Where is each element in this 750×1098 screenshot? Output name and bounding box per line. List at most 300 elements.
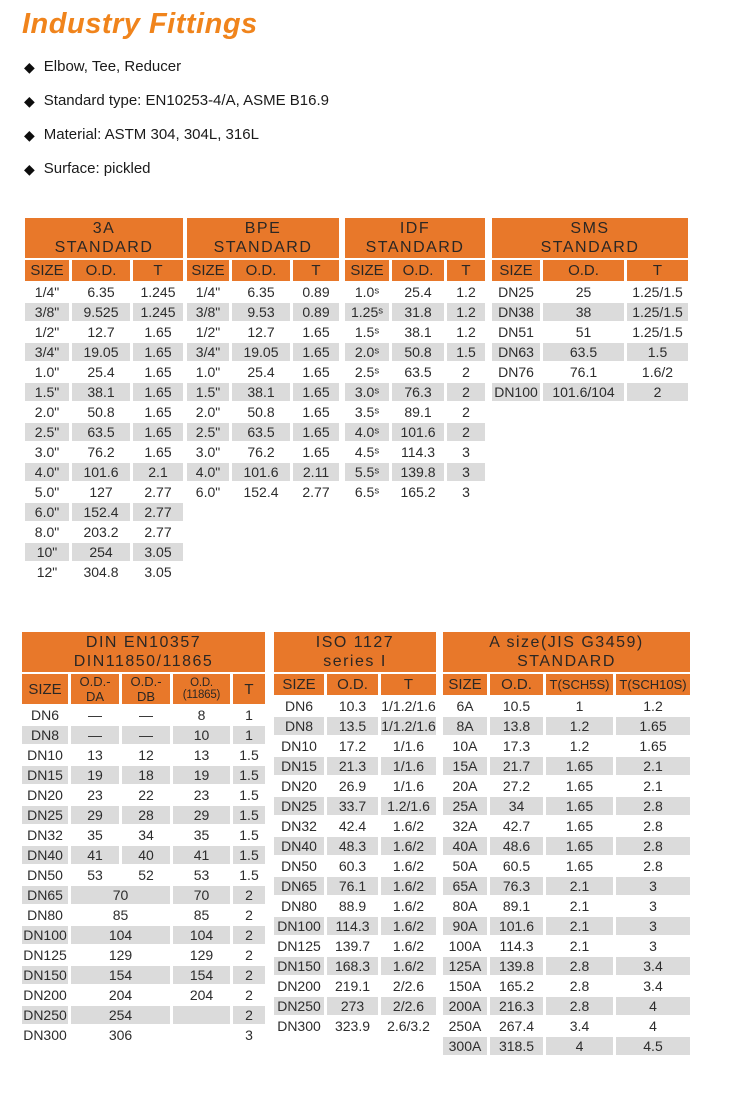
table-cell: 1.65 [133,363,183,383]
table-cell: 306 [71,1026,173,1046]
table-cell: 1.5" [25,383,72,403]
table-cell: 15A [443,757,490,777]
table-cell: 1.2 [616,697,690,717]
table-cell: — [122,706,173,726]
table-cell: 2 [447,383,485,403]
table-cell: 165.2 [490,977,546,997]
table-row [345,463,485,483]
table-row [22,1006,265,1026]
table-cell: 2 [233,906,265,926]
table-cell: 101.6 [490,917,546,937]
table-row [274,817,436,837]
header-row [345,260,485,283]
table-cell: 100A [443,937,490,957]
column-header: O.D. [392,260,447,283]
table-cell: 1.65 [616,717,690,737]
spec-table-bpe [187,260,339,503]
table-cell: 2.5ˢ [345,363,392,383]
table-cell: 1.6/2 [381,857,436,877]
table-cell: 6.5ˢ [345,483,392,503]
table-cell: 32A [443,817,490,837]
table-row [25,343,183,363]
table-cell: 2.77 [133,523,183,543]
table-cell: 27.2 [490,777,546,797]
table-cell: 2.0ˢ [345,343,392,363]
column-header: SIZE [274,674,327,697]
table-cell: 2.1 [546,937,616,957]
table-cell: 129 [173,946,233,966]
table-row [187,303,339,323]
table-cell: 10A [443,737,490,757]
table-cell: 76.3 [490,877,546,897]
table-cell: — [122,726,173,746]
column-header: SIZE [345,260,392,283]
table-title-line: STANDARD [517,653,616,670]
table-cell: 25A [443,797,490,817]
column-header: T [381,674,436,697]
table-cell: 63.5 [543,343,627,363]
table-cell: 63.5 [392,363,447,383]
column-header: T [627,260,688,283]
table-cell: 114.3 [327,917,381,937]
table-cell: 60.5 [490,857,546,877]
table-cell: 5.5ˢ [345,463,392,483]
table-cell: 1.6/2 [381,817,436,837]
table-cell: 38.1 [392,323,447,343]
table-cell: 53 [173,866,233,886]
table-row [25,483,183,503]
table-row [345,323,485,343]
table-cell: 76.1 [327,877,381,897]
table-cell: 4.0" [187,463,232,483]
table-row [22,766,265,786]
table-cell: 8 [173,706,233,726]
table-cell: 3.0ˢ [345,383,392,403]
table-row [25,503,183,523]
table-cell: DN32 [274,817,327,837]
table-row [443,1037,690,1057]
column-header: T [293,260,339,283]
table-cell: 1/4" [25,283,72,303]
table-row [25,523,183,543]
bullet-item [24,90,329,111]
table-cell: 25 [543,283,627,303]
table-cell: 104 [71,926,173,946]
table-row [187,323,339,343]
table-cell: 38.1 [72,383,133,403]
table-cell: 1.65 [546,857,616,877]
table-cell: 152.4 [232,483,293,503]
table-cell: 1.5 [233,746,265,766]
table-row [22,726,265,746]
table-cell: DN15 [22,766,71,786]
table-cell: 3 [616,877,690,897]
table-row [443,757,690,777]
table-row [443,777,690,797]
table-cell: 1.65 [546,837,616,857]
table-row [22,846,265,866]
table-cell: 1.5 [233,786,265,806]
page-title: Industry Fittings [22,8,258,40]
table-cell: DN100 [492,383,543,403]
table-cell: 2 [447,363,485,383]
table-cell: 13 [71,746,122,766]
table-cell: DN51 [492,323,543,343]
bullet-item [24,124,329,145]
table-row [274,737,436,757]
table-cell: DN150 [274,957,327,977]
table-cell: 8A [443,717,490,737]
table-cell: 2.1 [616,757,690,777]
column-header: T(SCH5S) [546,674,616,697]
table-cell: 31.8 [392,303,447,323]
table-cell: DN40 [274,837,327,857]
table-row [443,857,690,877]
table-cell: 1.5 [233,826,265,846]
table-row [187,343,339,363]
table-cell: — [71,726,122,746]
table-row [443,877,690,897]
table-row [443,737,690,757]
table-title-line: DIN11850/11865 [73,653,214,670]
table-cell: 1.65 [293,443,339,463]
table-cell: 1/1.2/1.6 [381,697,436,717]
table-cell: DN10 [274,737,327,757]
spec-table-iso [274,674,436,1037]
bullet-text: Standard type: EN10253-4/A, ASME B16.9 [43,92,329,109]
table-row [274,717,436,737]
table-row [345,403,485,423]
table-cell: 127 [72,483,133,503]
column-header: SIZE [22,674,71,706]
spec-table-asize [443,674,690,1057]
table-cell: DN65 [274,877,327,897]
bullet-item [24,158,329,179]
table-cell: DN8 [274,717,327,737]
table-cell: 85 [173,906,233,926]
table-cell: DN150 [22,966,71,986]
table-cell: 1.5 [233,806,265,826]
table-cell: 1.65 [293,343,339,363]
table-cell: 1 [546,697,616,717]
table-cell: 304.8 [72,563,133,583]
table-cell: 323.9 [327,1017,381,1037]
table-cell: 139.8 [490,957,546,977]
table-cell: 10 [173,726,233,746]
table-cell: DN25 [274,797,327,817]
column-header: SIZE [187,260,232,283]
table-cell: 10.3 [327,697,381,717]
table-cell: 23 [173,786,233,806]
table-row [274,897,436,917]
table-cell: 2 [233,986,265,1006]
table-cell: 1.6/2 [381,877,436,897]
table-cell: 60.3 [327,857,381,877]
table-cell: 1.65 [133,403,183,423]
table-cell: DN250 [22,1006,71,1026]
table-cell: 152.4 [72,503,133,523]
table-cell: 88.9 [327,897,381,917]
table-cell: 38.1 [232,383,293,403]
table-cell: 1.65 [293,363,339,383]
table-cell: 40 [122,846,173,866]
table-cell: 3.4 [546,1017,616,1037]
table-cell: DN125 [22,946,71,966]
table-cell: 254 [72,543,133,563]
table-cell: 3.05 [133,543,183,563]
table-cell: 5.0" [25,483,72,503]
table-cell: 41 [71,846,122,866]
table-cell: 203.2 [72,523,133,543]
table-cell: 1.5" [187,383,232,403]
table-cell: 1.25/1.5 [627,303,688,323]
table-cell: DN6 [274,697,327,717]
table-cell: 2.77 [133,483,183,503]
table-row [25,403,183,423]
table-cell: 4 [546,1037,616,1057]
table-cell: 48.3 [327,837,381,857]
table-cell: DN100 [274,917,327,937]
table-row [22,886,265,906]
table-cell: 13 [173,746,233,766]
table-cell: DN80 [274,897,327,917]
table-cell: DN38 [492,303,543,323]
table-row [187,383,339,403]
table-cell: 4 [616,1017,690,1037]
table-cell: 168.3 [327,957,381,977]
table-cell: 51 [543,323,627,343]
table-cell: 3.4 [616,977,690,997]
table-row [274,837,436,857]
table-cell: 1 [233,706,265,726]
table-cell: 8.0" [25,523,72,543]
table-cell: 1/1.6 [381,737,436,757]
table-cell: 1.65 [546,757,616,777]
table-cell: 1.65 [133,383,183,403]
table-cell [173,1006,233,1026]
table-row [443,977,690,997]
table-row [187,463,339,483]
table-cell: 2.0" [25,403,72,423]
table-cell: DN65 [22,886,71,906]
table-title-line: series I [323,653,387,670]
table-cell: 165.2 [392,483,447,503]
column-header: O.D.(11865) [173,674,233,706]
table-cell: 2.8 [546,977,616,997]
table-cell: 1/2" [187,323,232,343]
table-cell: 1.2 [447,303,485,323]
bullet-text: Elbow, Tee, Reducer [43,58,182,75]
header-row [187,260,339,283]
table-cell: 101.6/104 [543,383,627,403]
column-header: T [447,260,485,283]
table-row [274,777,436,797]
table-cell: DN200 [22,986,71,1006]
table-cell: 1.65 [293,423,339,443]
column-header: O.D. [232,260,293,283]
table-cell: DN40 [22,846,71,866]
diamond-bullet-icon: ◆ [24,160,35,177]
table-cell: DN8 [22,726,71,746]
table-cell: 63.5 [72,423,133,443]
table-cell: 3 [447,463,485,483]
table-cell: 219.1 [327,977,381,997]
table-cell: 2.1 [546,877,616,897]
table-sms-standard [492,218,688,403]
table-cell: 1/4" [187,283,232,303]
table-cell: 1.245 [133,303,183,323]
table-cell: 2.5" [25,423,72,443]
table-row [25,543,183,563]
table-cell: 0.89 [293,303,339,323]
table-cell: DN15 [274,757,327,777]
table-row [187,363,339,383]
table-cell: 38 [543,303,627,323]
table-cell: 1.5 [233,866,265,886]
table-cell: 3 [233,1026,265,1046]
table-cell: 10.5 [490,697,546,717]
table-cell: DN100 [22,926,71,946]
table-title-line: STANDARD [213,239,313,256]
table-cell: 1.65 [616,737,690,757]
table-row [187,443,339,463]
table-cell: 139.7 [327,937,381,957]
table-row [492,343,688,363]
table-cell: 273 [327,997,381,1017]
table-title [492,218,688,258]
table-cell: 50.8 [72,403,133,423]
table-row [443,797,690,817]
table-row [22,706,265,726]
table-row [25,283,183,303]
table-cell: 13.8 [490,717,546,737]
table-cell: 89.1 [392,403,447,423]
table-title [22,632,265,672]
table-cell: 89.1 [490,897,546,917]
table-cell: 1.0" [25,363,72,383]
table-cell: 2.0" [187,403,232,423]
table-row [25,423,183,443]
table-cell: 1.65 [133,343,183,363]
column-header: O.D.-DB [122,674,173,706]
table-row [25,383,183,403]
table-cell: 6A [443,697,490,717]
table-cell: 154 [173,966,233,986]
table-row [25,463,183,483]
table-cell: 1.2/1.6 [381,797,436,817]
table-cell: 1.0" [187,363,232,383]
table-row [22,826,265,846]
table-cell: DN25 [492,283,543,303]
table-a-size-jis-g3459 [443,632,690,1057]
table-cell: 19 [71,766,122,786]
spec-table-sms [492,260,688,403]
table-cell: 4.5 [616,1037,690,1057]
header-row [22,674,265,706]
column-header: O.D. [490,674,546,697]
table-cell: 3.05 [133,563,183,583]
table-cell: 1.65 [293,383,339,403]
table-cell: 2.5" [187,423,232,443]
column-header: T [233,674,265,706]
table-cell: 33.7 [327,797,381,817]
table-row [443,937,690,957]
table-row [22,906,265,926]
table-row [443,997,690,1017]
table-row [443,817,690,837]
table-cell: 6.35 [232,283,293,303]
column-header: O.D. [72,260,133,283]
table-title-line: STANDARD [54,239,154,256]
table-bpe-standard [187,218,339,503]
table-cell: 1.2 [546,737,616,757]
table-row [274,1017,436,1037]
table-row [25,563,183,583]
table-row [345,363,485,383]
table-cell: 1.65 [546,797,616,817]
table-row [443,957,690,977]
table-cell: 76.2 [72,443,133,463]
column-header: O.D. [327,674,381,697]
table-cell: 101.6 [392,423,447,443]
table-cell: 1.65 [293,403,339,423]
table-cell: 2 [447,403,485,423]
table-cell: 41 [173,846,233,866]
table-cell: 4.5ˢ [345,443,392,463]
table-cell: 3 [616,937,690,957]
table-cell: 12" [25,563,72,583]
table-row [345,343,485,363]
table-cell: 4.0" [25,463,72,483]
table-cell: 114.3 [490,937,546,957]
table-cell: 28 [122,806,173,826]
table-row [22,946,265,966]
table-cell: 1.65 [546,777,616,797]
table-cell: — [71,706,122,726]
table-cell: 48.6 [490,837,546,857]
table-cell: 50.8 [232,403,293,423]
table-cell: 17.3 [490,737,546,757]
table-cell: 42.4 [327,817,381,837]
table-cell: 1.25/1.5 [627,323,688,343]
table-row [492,303,688,323]
table-row [22,926,265,946]
table-cell: 12.7 [232,323,293,343]
table-row [345,443,485,463]
table-cell: 2.8 [546,997,616,1017]
table-cell: 4.0ˢ [345,423,392,443]
table-cell: 2 [233,1006,265,1026]
table-cell: 3 [616,897,690,917]
table-cell: 2 [233,966,265,986]
table-cell: 0.89 [293,283,339,303]
table-title-line: 3A [92,220,116,237]
table-cell: DN250 [274,997,327,1017]
table-cell: 125A [443,957,490,977]
table-row [22,746,265,766]
table-row [274,797,436,817]
spec-table-idf [345,260,485,503]
header-row [25,260,183,283]
table-cell: 9.525 [72,303,133,323]
table-cell: 76.1 [543,363,627,383]
table-cell: 1.5ˢ [345,323,392,343]
table-cell: 20A [443,777,490,797]
table-row [443,837,690,857]
table-cell: 318.5 [490,1037,546,1057]
table-cell: 3.0" [187,443,232,463]
table-row [345,283,485,303]
